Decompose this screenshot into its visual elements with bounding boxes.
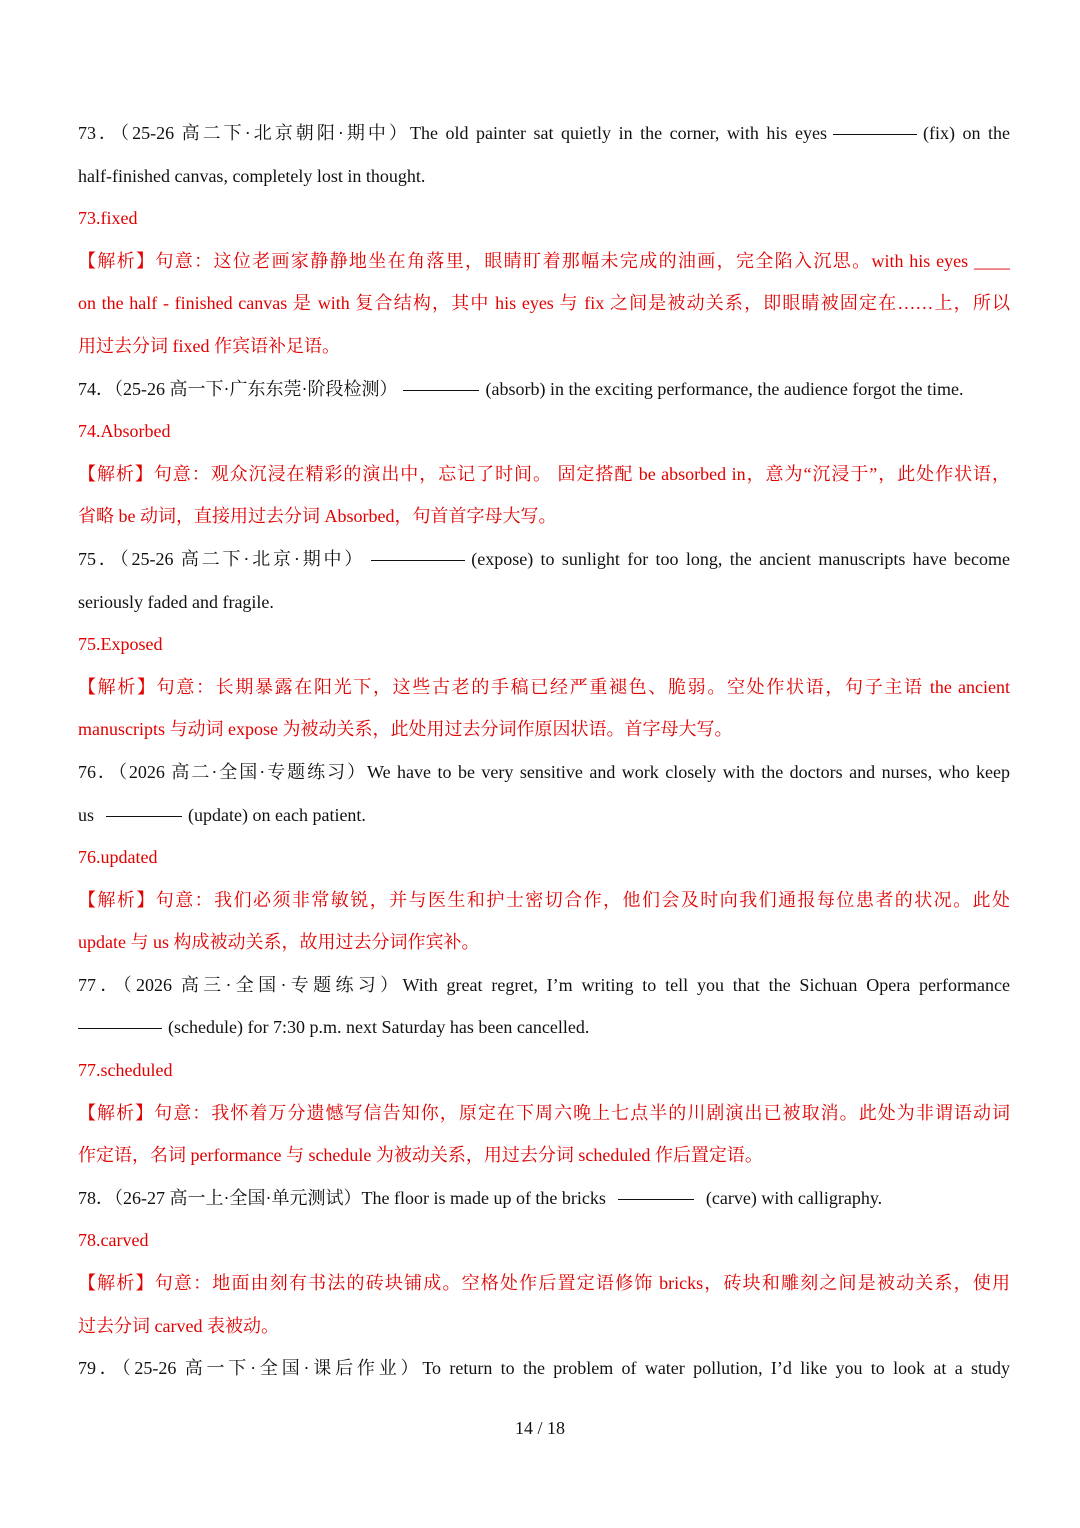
explanation-73-line-2: on the half - finished canvas 是 with 复合结构，其中 his eyes 与 fix 之间是被动关系，即眼睛被固定在……上，所以 [78, 293, 1010, 314]
explanation-77-line-2: 作定语，名词 performance 与 schedule 为被动关系，用过去分词 scheduled 作后置定语。 [78, 1145, 763, 1166]
question-76-line-2: us (update) on each patient. [78, 804, 366, 825]
explanation-76-line-1: 【解析】句意：我们必须非常敏锐，并与医生和护士密切合作，他们会及时向我们通报每位患者的状况。此处 [78, 889, 1010, 910]
question-73-line-1: 73．（25-26 高二下·北京朝阳·期中）The old painter sat quietly in the corner, with his eyes (fix) on the [78, 123, 1010, 143]
answer-74: 74.Absorbed [78, 421, 171, 442]
answer-73: 73.fixed [78, 208, 138, 229]
question-73-line-2: half-finished canvas, completely lost in thought. [78, 165, 426, 186]
question-75-line-2: seriously faded and fragile. [78, 591, 274, 612]
explanation-78-line-1: 【解析】句意：地面由刻有书法的砖块铺成。空格处作后置定语修饰 bricks，砖块和雕刻之间是被动关系，使用 [78, 1273, 1010, 1294]
explanation-78-line-2: 过去分词 carved 表被动。 [78, 1315, 279, 1336]
explanation-74-line-2: 省略 be 动词，直接用过去分词 Absorbed，句首首字母大写。 [78, 506, 557, 527]
question-79-line-1: 79．（25-26 高一下·全国·课后作业）To return to the problem of water pollution, I’d like you to look at a study [78, 1358, 1010, 1379]
question-74-line-1: 74．（25-26 高一下·广东东莞·阶段检测） (absorb) in the exciting performance, the audience forgot the time. [78, 378, 964, 399]
explanation-75-line-2: manuscripts 与动词 expose 为被动关系，此处用过去分词作原因状语。首字母大写。 [78, 719, 733, 740]
question-76-line-1: 76．（2026 高二·全国·专题练习）We have to be very sensitive and work closely with the doctors and nurses, who keep [78, 761, 1010, 782]
answer-blank [403, 389, 479, 391]
explanation-73-line-1: 【解析】句意：这位老画家静静地坐在角落里，眼睛盯着那幅未完成的油画，完全陷入沉思。with his eyes ____ [78, 250, 1010, 271]
explanation-75-line-1: 【解析】句意：长期暴露在阳光下，这些古老的手稿已经严重褪色、脆弱。空处作状语，句子主语 the ancient [78, 676, 1010, 697]
explanation-76-line-2: update 与 us 构成被动关系，故用过去分词作宾补。 [78, 932, 480, 953]
answer-blank [618, 1198, 694, 1200]
page-number: 14 / 18 [514, 1418, 565, 1438]
answer-blank [371, 559, 465, 561]
document-body [78, 112, 1010, 1390]
question-77-line-1: 77．（2026 高三·全国·专题练习）With great regret, I’m writing to tell you that the Sichuan Opera performance [78, 974, 1010, 995]
answer-blank [78, 1027, 162, 1029]
explanation-73-line-3: 用过去分词 fixed 作宾语补足语。 [78, 335, 340, 356]
question-78-line-1: 78．（26-27 高一上·全国·单元测试）The floor is made up of the bricks (carve) with calligraphy. [78, 1187, 883, 1208]
answer-blank [106, 815, 182, 817]
answer-77: 77.scheduled [78, 1060, 173, 1081]
answer-78: 78.carved [78, 1230, 149, 1251]
explanation-74-line-1: 【解析】句意：观众沉浸在精彩的演出中，忘记了时间。 固定搭配 be absorbed in，意为“沉浸于”，此处作状语， [78, 463, 1010, 484]
explanation-77-line-1: 【解析】句意：我怀着万分遗憾写信告知你，原定在下周六晚上七点半的川剧演出已被取消。此处为非谓语动词 [78, 1102, 1010, 1123]
answer-blank [833, 133, 917, 135]
question-77-line-2: (schedule) for 7:30 p.m. next Saturday has been cancelled. [78, 1006, 1010, 1049]
answer-75: 75.Exposed [78, 634, 163, 655]
question-75-line-1: 75．（25-26 高二下·北京·期中） (expose) to sunlight for too long, the ancient manuscripts have become [78, 548, 1010, 569]
answer-76: 76.updated [78, 847, 158, 868]
